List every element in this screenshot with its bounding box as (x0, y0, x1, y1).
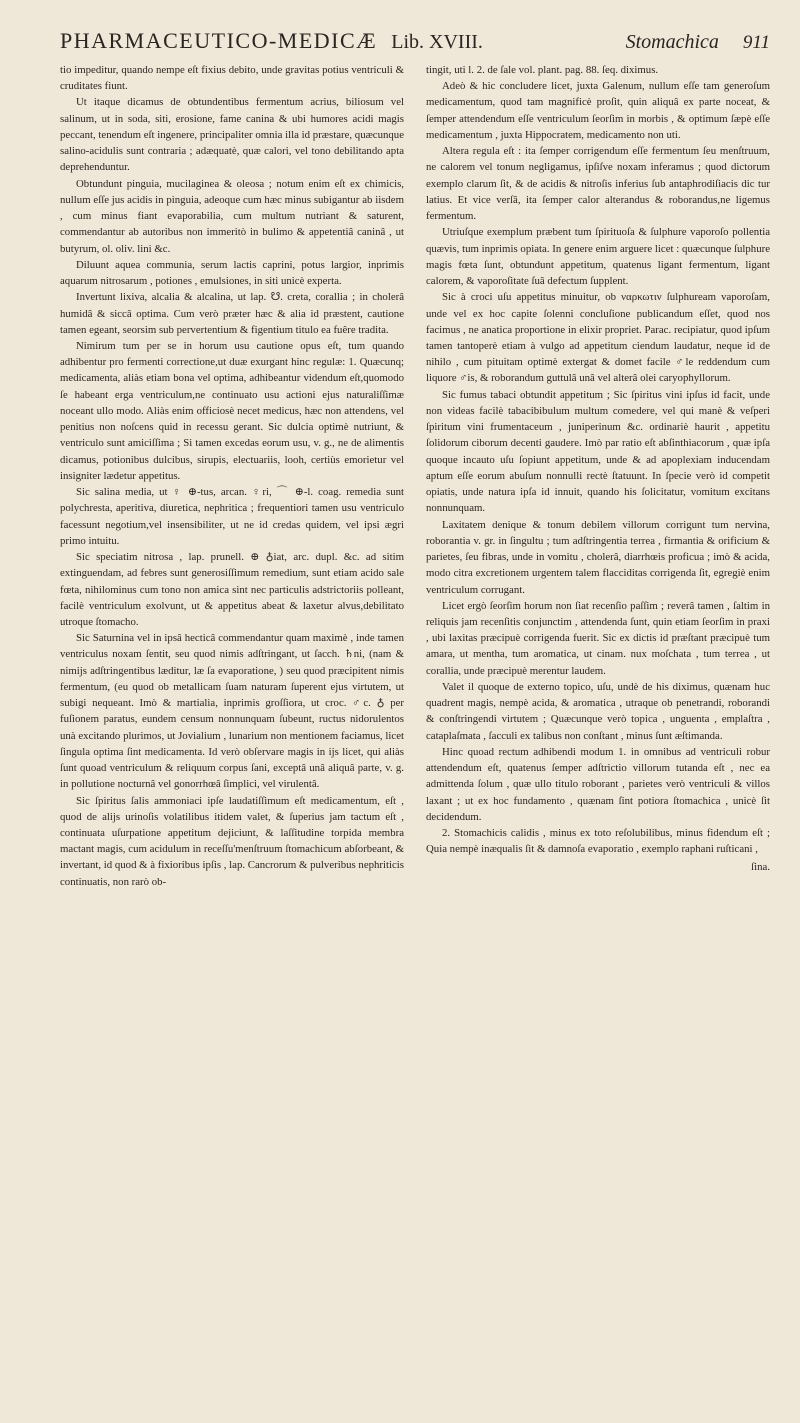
paragraph: Sic à croci uſu appetitus minuitur, ob ναρκωτιν ſulphuream vaporoſam, unde vel ex hoc capite ſolenni concluſione publicandum eſſet, quod nos facimus , ne anatica proportione in elixir propriet. Parac. recipiatur, quod ipſum tamen tantoperè etiam à vulgo ad appetitum ciendum laudatur, neque id de nihilo , cum pituitam optimè extergat & domet facile ♂le reddendum cum liquore ♂is, & roborandum guttulâ unâ vel alterâ olei caryophyllorum. (426, 291, 770, 385)
paragraph: Laxitatem denique & tonum debilem villorum corrigunt tum nervina, roborantia v. gr. in ſingultu ; tum adſtringentia terrea , firmantia & orificium & parietes, ſeu fibras, unde in vomitu , cholerâ, diarrhœis proficua ; imò & acida, modo citra excretionem urgentem talem flacciditas corrigenda ſit, egregiè enim ventriculum corrugant. (426, 518, 770, 596)
paragraph: Utriuſque exemplum præbent tum ſpirituoſa & ſulphure vaporoſo pollentia quævis, tum inprimis opiata. In genere enim arguere licet : quæcunque ſulphure magis fœta ſunt, obtundunt appetitum, quatenus ligant fermentum, ligant calorem, & vaporoſitate ſuâ defectum ſupplent. (426, 226, 770, 288)
paragraph: Sic speciatim nitrosa , lap. prunell. ⊕ ♁iat, arc. dupl. &c. ad sitim extinguendam, ad febres sunt generosiſſimum remedium, sunt etiam acido sale fœta, nihilominus cum tono non amica sint nec particulis adstrictoriis polleant, facilè ventriculum exolvunt, ut & appetitus abeat & laxetur alvus,debilitato utroque ſtomacho. (60, 551, 404, 628)
paragraph: Nimirum tum per se in horum usu cautione opus eſt, tum quando adhibentur pro fermenti correctione,ut duæ exurgant hinc regulæ: 1. Quæcunq; medicamenta, aliàs etiam bona vel optima, adhibeantur videndum eſt,quomodo ſe habeant erga ventriculum,ne continuato usu actioni ejus naturaliſſimæ noceant ullo modo. Aliàs enim officiosè necet medicus, hæc non attendens, vel penitius non noſcens quid in recessu gerant. Sic dulcia optimè nutriunt, & ventriculo sunt amiciſſima ; Si tamen excedas eorum usu, v. g., ne de alimentis dicamus, potionibus dulcibus, sirupis, electuariis, looh, certiùs emorietur vel insigniter lædetur appetitus. (60, 339, 404, 482)
paragraph: tio impeditur, quando nempe eſt fixius debito, unde gravitas potius ventriculi & cruditates fiunt. (60, 64, 404, 93)
paragraph: Sic ſpiritus ſalis ammoniaci ipſe laudatiſſimum eſt medicamentum, eſt , quod de alijs urinoſis volatilibus itidem valet, & ſuperius jam tactum eſt , continuata uſurpatione appetitum dejiciunt, & laſſitudine torpida membra mactant magis, cum acidulum in receſſu'menſtruum ſtomachicum abſorbeant, & invertant, id quod & à fixioribus ipſis , lap. Cancrorum & pulveribus nephriticis continuatis, non rarò ob- (60, 794, 404, 888)
paragraph: Invertunt lixiva, alcalia & alcalina, ut lap. ☋. creta, corallia ; in cholerâ humidâ & siccâ optima. Cum verò præter hæc & alia id præstent, cautione tamen egeant, seorsim sub pervertentium & figentium titulo ea fuêre tradita. (60, 291, 404, 336)
section-name: Stomachica (625, 31, 719, 53)
paragraph: Diluunt aquea communia, serum lactis caprini, potus largior, inprimis aquarum nitrosarum , potiones , emulsiones, in siti unicè experta. (60, 258, 404, 288)
book-number: Lib. XVIII. (391, 31, 483, 53)
paragraph: 2. Stomachicis calidis , minus ex toto reſolubilibus, minus fidendum eſt ; Quia nempè inæqualis ſit & damnoſa evaporatio , exemplo raphani ruſticani , (426, 827, 770, 856)
paragraph: Hinc quoad rectum adhibendi modum 1. in omnibus ad ventriculi robur attendendum eſt, quatenus ſemper adſtrictio villorum tutanda eſt , nec ea admittenda ſolum , quæ ullo titulo roborant , parietes verò ventriculi & villos laxant ; ut ex hoc fundamento , quænam ſint potiora ſtomachica , unicè ſit decidendum. (426, 745, 770, 823)
paragraph: Licet ergò ſeorſim horum non ſiat recenſio paſſim ; reverâ tamen , ſaltim in reliquis jam recenſitis conjunctim , attendenda ſunt, quin etiam ſeorſim in praxi , ubi laxitas præcipuè corrigenda fuerit. Sic ex dictis id præſtant præcipuè tum amara, ut mentha, tum aromatica, ut cinam. nux moſchata , tum terrea , ut corallia, unde præcipuè merentur laudem. (426, 599, 770, 677)
page-number: 911 (742, 32, 770, 53)
paragraph: tingit, uti l. 2. de ſale vol. plant. pag. 88. ſeq. diximus. (426, 64, 659, 76)
right-column (426, 62, 770, 890)
page-header (60, 28, 770, 58)
paragraph: Adeò & hic concludere licet, juxta Galenum, nullum eſſe tam generoſum medicamentum, quod tam magnificè proſit, quin aliquâ ex parte noceat, & ſemper attendendum eſſe ventriculum ſeorſim in morbis , & optimum ſæpè eſſe medicamentum , juxta Hippocratem, medicamento non uti. (426, 80, 770, 141)
paragraph: Sic salina media, ut ♀ ⊕-tus, arcan. ♀ri, ⌒ ⊕-l. coag. remedia sunt polychresta, aperitiva, diuretica, nephritica ; frequentiori tamen usu ventriculo facessunt negotium,vel insensibiliter, ut ne id credas quidem, vel ipsi ægri primo intuitu. (60, 486, 404, 547)
running-title: PHARMACEUTICO-MEDICÆ (60, 28, 378, 53)
text-columns (60, 62, 770, 890)
catchword: ſina. (751, 861, 770, 874)
paragraph: Sic fumus tabaci obtundit appetitum ; Sic ſpiritus vini ipſus id facit, unde non videas facilè tabacibibulum multum comedere, vel qui manè & veſperi ſpiritum vini frumentaceum , juniperinum &c. ordinariè haurit , appetitu ſolidorum ciborum decenti gaudere. Imò par ratio eſt abſinthiacorum , quæ ipſa quoque incauto uſu ſopiunt appetitum, unde & ad apoplexiam inducendam aptum eſſe eorum abuſum nonnulli rectè ſtatuunt. In ſpecie verò id competit opiatis, unde natura ipſa id innuit, quando his ſolicitatur, vomitum excitans nonnunquam. (426, 388, 770, 515)
paragraph: Valet il quoque de externo topico, uſu, undè de his diximus, quænam huc quadrent magis, nempè acida, & aromatica , utraque ob penetrandi, roborandi & conſtringendi virtutem ; Quæcunque verò topica , unguenta , emplaſtra , cataplaſmata , ſacculi ex talibus non conſtant , minus ſunt æſtimanda. (426, 680, 770, 742)
paragraph: Altera regula eſt : ita ſemper corrigendum eſſe fermentum ſeu menſtruum, ne calorem vel tonum negligamus, ipſiſve noxam inferamus ; quod dictorum exemplo clarum ſit, & de acidis & nitroſis inferius ſub antaphrodiſiacis dic tur latius. Et vice verſâ, ita ſemper calor alterandus & roborandus,ne ligemus fermentum. (426, 145, 770, 223)
paragraph: Obtundunt pinguia, mucilaginea & oleosa ; notum enim eſt ex chimicis, nullum eſſe jus acidis in pinguia, adeoque cum hæc minus subigantur ab iisdem , cum minus fiant evaporabilia, cum multum nutriant & saturent, commendantur ab autoribus non immeritò in bulimo & appetentiâ caninâ , ut butyrum, ol. oliv. lini &c. (60, 177, 404, 255)
paragraph: Ut itaque dicamus de obtundentibus fermentum acrius, biliosum vel salinum, ut in soda, siti, erosione, fame canina & ubi humores acidi magis peccant, tenendum eſt ingenere, principaliter omnia illa id præstare, quæcunque salino-acidulis sunt contraria ; adæquatè, quæ calori, vel tono debilitando apta deprehenduntur. (60, 96, 404, 174)
paragraph: Sic Saturnina vel in ipsâ hecticâ commendantur quam maximè , inde tamen ventriculus noxam ſentit, seu quod nimis adſtringant, ut ſacch. ♄ni, (nam & nimijs adſtringentibus læditur, læ ſa evaporatione, ) seu quod præcipitent nimis fermentum, (eu quod ob metallicam ſuam naturam ſuperent ejus virtutem, ut subigi nequeant. Imò & martialia, inprimis groſſiora, ut croc. ♂c. ♁ per fuſionem paratus, eundem censum nonnunquam ſubeunt, ructus nidorulentos unà excitando plurimos, ut Jovialium , lunarium non mentionem faciamus, licet ſingula optima ſint medicamenta. Id verò obſervare magis in ijs licet, qui aliàs ſunt quoad ventriculum & reliquum corpus ſani, exceptâ unâ aliquâ parte, v. g. in pollutione nocturnâ vel gonorrhœâ ſimplici, vel virulentâ. (60, 632, 404, 791)
left-column (60, 62, 404, 890)
